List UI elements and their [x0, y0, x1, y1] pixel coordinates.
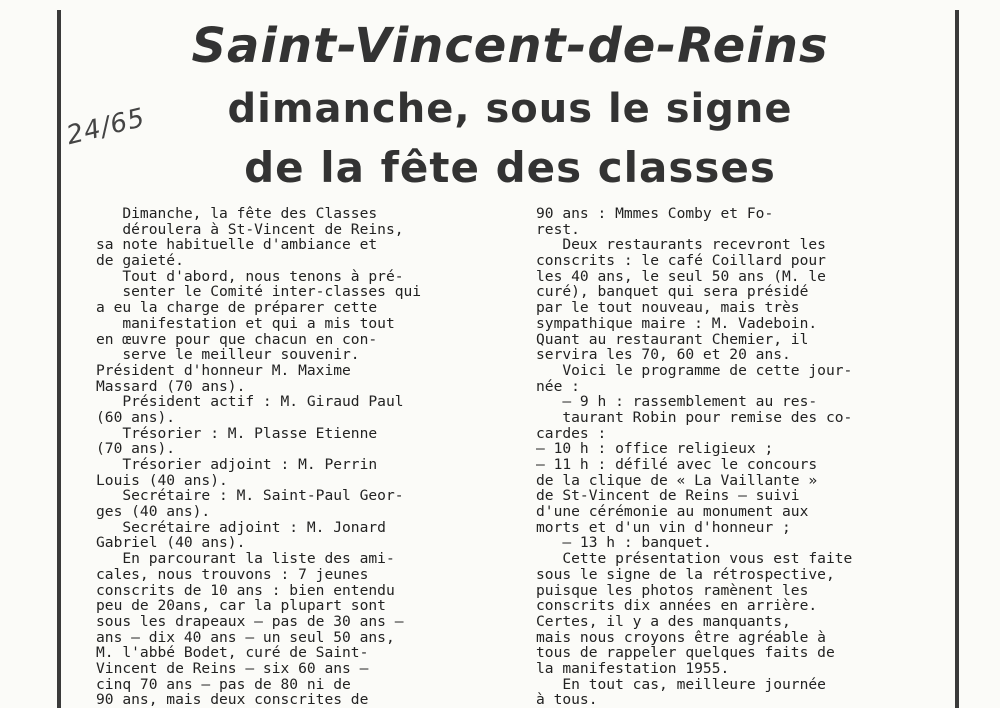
article-line: conscrits : le café Coillard pour	[536, 252, 826, 270]
article-line: senter le Comité inter-classes qui	[96, 283, 422, 301]
article-line: rest.	[536, 220, 580, 238]
article-line: Deux restaurants recevront les	[536, 236, 826, 254]
article-line: Trésorier : M. Plasse Etienne	[96, 424, 378, 442]
article-line: tous de rappeler quelques faits de	[536, 644, 835, 662]
article-line: Dimanche, la fête des Classes	[96, 205, 378, 222]
article-line: née :	[536, 377, 580, 395]
headline-subtitle-line2: de la fête des classes	[244, 143, 776, 192]
article-line: — 9 h : rassemblement au res-	[536, 393, 818, 411]
article-line: cinq 70 ans — pas de 80 ni de	[96, 675, 351, 693]
article-line: taurant Robin pour remise des co-	[536, 408, 853, 426]
headline-title: Saint-Vincent-de-Reins	[191, 18, 829, 74]
article-line: de gaieté.	[96, 252, 184, 270]
article-line: cales, nous trouvons : 7 jeunes	[96, 565, 369, 583]
article-line: Trésorier adjoint : M. Perrin	[96, 456, 378, 473]
article-line: sympathique maire : M. Vadeboin.	[536, 314, 818, 332]
article-line: Vincent de Reins — six 60 ans —	[96, 659, 369, 677]
article-line: Président d'honneur M. Maxime	[96, 361, 351, 379]
article-line: (60 ans).	[96, 408, 176, 426]
article-line: Tout d'abord, nous tenons à pré-	[96, 267, 404, 285]
left-column-rule	[57, 10, 61, 708]
article-line: à tous.	[536, 691, 598, 708]
article-line: M. l'abbé Bodet, curé de Saint-	[96, 644, 369, 662]
article-line: a eu la charge de préparer cette	[96, 299, 378, 317]
article-line: Secrétaire adjoint : M. Jonard	[96, 518, 386, 536]
article-line: ges (40 ans).	[96, 503, 211, 521]
article-line: 90 ans : Mmmes Comby et Fo-	[536, 205, 774, 222]
article-line: d'une cérémonie au monument aux	[536, 503, 809, 521]
article-line: puisque les photos ramènent les	[536, 581, 809, 599]
article-line: de St-Vincent de Reins — suivi	[536, 487, 800, 505]
article-line: — 11 h : défilé avec le concours	[536, 456, 818, 473]
article-line: Quant au restaurant Chemier, il	[536, 330, 809, 348]
article-line: Secrétaire : M. Saint-Paul Geor-	[96, 487, 404, 505]
article-line: curé), banquet qui sera présidé	[536, 283, 809, 301]
handwritten-date-note: 24/65	[63, 102, 149, 152]
article-line: sous les drapeaux — pas de 30 ans —	[96, 612, 404, 630]
article-line: Cette présentation vous est faite	[536, 550, 853, 568]
article-line: Massard (70 ans).	[96, 377, 246, 395]
article-line: Certes, il y a des manquants,	[536, 612, 791, 630]
article-line: — 13 h : banquet.	[536, 534, 712, 552]
article-line: servira les 70, 60 et 20 ans.	[536, 346, 791, 364]
article-line: (70 ans).	[96, 440, 176, 458]
article-line: manifestation et qui a mis tout	[96, 314, 395, 332]
article-line: sa note habituelle d'ambiance et	[96, 236, 378, 254]
article-line: En parcourant la liste des ami-	[96, 550, 395, 568]
article-line: ans — dix 40 ans — un seul 50 ans,	[96, 628, 395, 646]
article-line: conscrits dix années en arrière.	[536, 597, 818, 615]
article-line: les 40 ans, le seul 50 ans (M. le	[536, 267, 826, 285]
article-line: cardes :	[536, 424, 607, 442]
article-line: peu de 20ans, car la plupart sont	[96, 597, 386, 615]
article-line: par le tout nouveau, mais très	[536, 299, 800, 317]
article-line: sous le signe de la rétrospective,	[536, 565, 835, 583]
article-line: serve le meilleur souvenir.	[96, 346, 360, 364]
article-left-column	[96, 206, 506, 708]
article-line: morts et d'un vin d'honneur ;	[536, 518, 791, 536]
article-line: Président actif : M. Giraud Paul	[96, 393, 404, 411]
article-line: conscrits de 10 ans : bien entendu	[96, 581, 395, 599]
article-line: En tout cas, meilleure journée	[536, 675, 826, 693]
article-line: la manifestation 1955.	[536, 659, 730, 677]
article-line: déroulera à St-Vincent de Reins,	[96, 220, 404, 238]
article-line: en œuvre pour que chacun en con-	[96, 330, 378, 348]
article-line: de la clique de « La Vaillante »	[536, 471, 818, 489]
article-line: mais nous croyons être agréable à	[536, 628, 826, 646]
headline-subtitle-line1: dimanche, sous le signe	[227, 86, 793, 132]
article-right-column	[536, 206, 956, 708]
article-line: 90 ans, mais deux conscrites de	[96, 691, 369, 708]
article-line: Voici le programme de cette jour-	[536, 361, 853, 379]
article-line: Louis (40 ans).	[96, 471, 228, 489]
article-line: Gabriel (40 ans).	[96, 534, 246, 552]
article-line: — 10 h : office religieux ;	[536, 440, 774, 458]
